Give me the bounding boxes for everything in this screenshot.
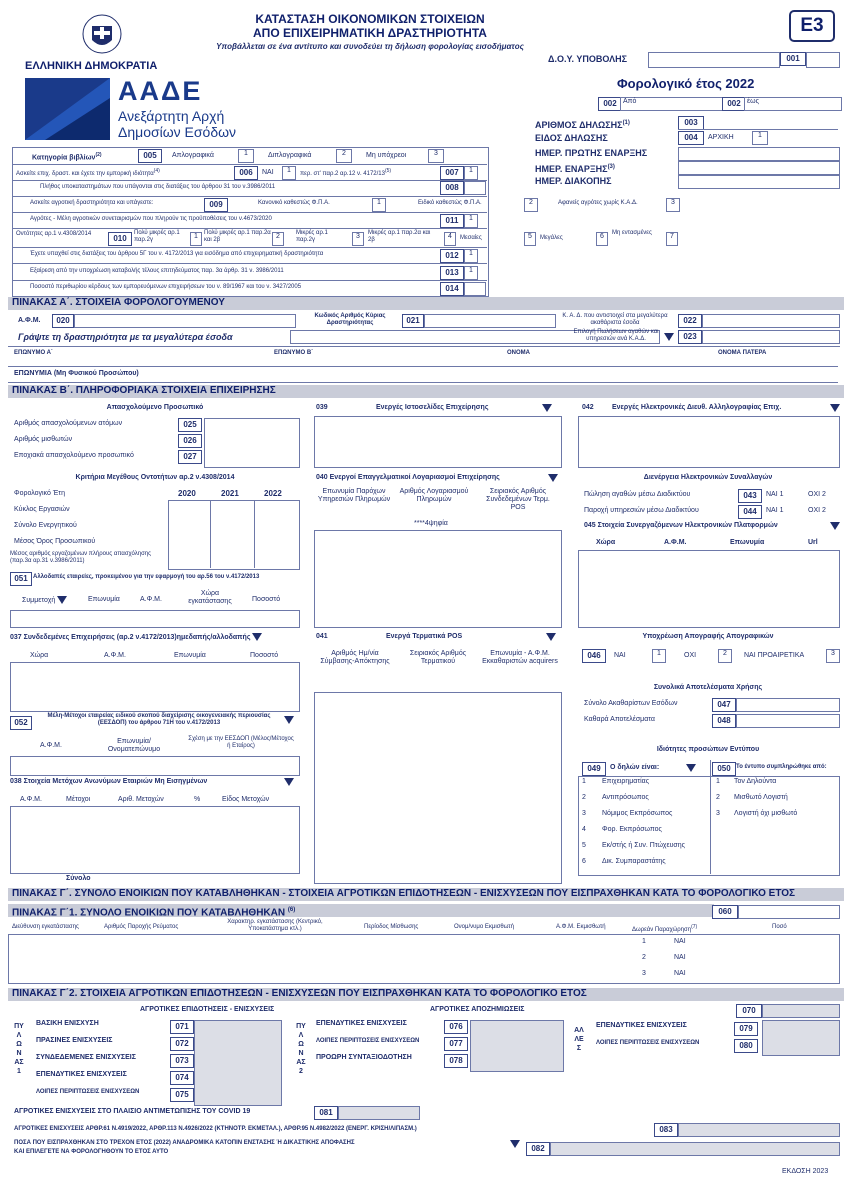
plat-col-country: Χώρα — [596, 539, 616, 546]
doy-label: Δ.Ο.Υ. ΥΠΟΒΟΛΗΣ — [548, 54, 627, 64]
criteria-grid[interactable] — [168, 500, 300, 570]
r051-col-country: Χώρα εγκατάστασης — [188, 590, 232, 605]
inv-opt3[interactable]: ΝΑΙ ΠΡΟΑΙΡΕΤΙΚΑ — [744, 652, 805, 659]
eesdop-col-relation: Σχέση με την ΕΕΣΔΟΠ (Μέλος/Μέτοχος ή Εταίρος) — [188, 736, 294, 749]
pillar1-label: ΠΥΛΩΝΑΣ 1 — [14, 1023, 24, 1075]
code-010: 010 — [108, 232, 132, 246]
inv-opt1[interactable]: ΝΑΙ — [614, 652, 626, 659]
title-line2: ΑΠΟ ΕΠΙΧΕΙΡΗΜΑΤΙΚΗ ΔΡΑΣΤΗΡΙΟΤΗΤΑ — [253, 26, 487, 40]
r008-field[interactable] — [464, 181, 486, 195]
r010-label: Οντότητες αρ.1 ν.4308/2014 — [16, 231, 92, 237]
court-field[interactable] — [550, 1142, 840, 1156]
r010-o3: Μικρές αρ.1 παρ.2γ — [296, 230, 328, 243]
code-012: 012 — [440, 249, 464, 263]
code-005: 005 — [138, 149, 162, 163]
r010-box3[interactable]: 3 — [352, 232, 364, 246]
period-to-field[interactable] — [744, 97, 842, 111]
r012-box[interactable]: 1 — [464, 249, 478, 263]
pos-col-number: Αριθμός Ημ/νία Σύμβασης-Απόκτησης — [320, 650, 390, 665]
emblem — [82, 12, 122, 56]
r009-box1[interactable]: 1 — [372, 198, 386, 212]
linked-col-name: Επωνυμία — [174, 652, 206, 659]
decl-type-value: ΑΡΧΙΚΗ — [708, 134, 734, 141]
code-002-from: 002 — [598, 97, 622, 111]
criteria-heading: Κριτήρια Μεγέθους Οντοτήτων αρ.2 ν.4308/2014 — [75, 474, 235, 481]
other-fields[interactable] — [762, 1020, 840, 1056]
filled-item[interactable]: 1 Τον Δηλούντα — [716, 778, 777, 785]
eesdop-col-afm: Α.Φ.Μ. — [40, 742, 62, 749]
bank-digits: ****4ψηφία — [414, 520, 448, 527]
country-name: ΕΛΛΗΝΙΚΗ ΔΗΜΟΚΡΑΤΙΑ — [25, 60, 158, 72]
c1-rows — [642, 938, 702, 986]
tax-year: Φορολογικό έτος 2022 — [617, 76, 755, 91]
bank-grid[interactable] — [314, 530, 562, 628]
court-dropdown-icon[interactable] — [510, 1140, 520, 1148]
pos-grid[interactable] — [314, 692, 562, 884]
platforms-grid[interactable] — [578, 550, 840, 628]
to-label: έως — [747, 98, 759, 105]
declarant-item[interactable]: 2 Αντιπρόσωπος — [582, 794, 649, 801]
afm-label: Α.Φ.Μ. — [18, 317, 41, 324]
declarant-dropdown-icon[interactable] — [686, 764, 696, 772]
declarant-item[interactable]: 1 Επιχειρηματίας — [582, 778, 650, 785]
c1-col-period: Περίοδος Μίσθωσης — [364, 924, 419, 930]
linked-dropdown-icon[interactable] — [252, 633, 262, 641]
results-heading: Συνολικά Αποτελέσματα Χρήσης — [653, 684, 763, 691]
c1-row[interactable]: 1 ΝΑΙ — [642, 938, 686, 945]
c1-col-address: Διεύθυνση εγκατάστασης — [12, 924, 79, 930]
code-004: 004 — [678, 131, 704, 145]
first-start-field[interactable] — [678, 147, 840, 161]
c1-total-field[interactable] — [738, 905, 840, 919]
decl-no-label: ΑΡΙΘΜΟΣ ΔΗΛΩΣΗΣ$^{(1)}$ — [535, 120, 630, 130]
title-line1: ΚΑΤΑΣΤΑΣΗ ΟΙΚΟΝΟΜΙΚΩΝ ΣΤΟΙΧΕΙΩΝ — [255, 12, 485, 26]
aade-sub1: Ανεξάρτητη Αρχή — [118, 108, 225, 124]
r009-opt3: Αφανείς αγρότες χωρίς Κ.Α.Δ. — [558, 200, 638, 206]
persons-heading: Ιδιότητες προσώπων Εντύπου — [656, 746, 760, 753]
platforms-heading: 045 Στοιχεία Συνεργαζόμενων Ηλεκτρονικών Πλατφορμών — [584, 522, 778, 529]
r009-box2[interactable]: 2 — [524, 198, 538, 212]
fiscal-year-label: Φορολογικό Έτη — [14, 490, 65, 497]
r011-label: Αγρότες - Μέλη αγροτικών συνεταιρισμών που πληρούν τις προϋποθέσεις του ν.4673/2020 — [30, 216, 272, 222]
names-row-field[interactable] — [8, 358, 838, 367]
code-022: 022 — [678, 314, 702, 328]
start-field[interactable] — [678, 161, 840, 175]
bank-heading: 040 Ενεργοί Επαγγελματικοί Λογαριασμοί Επιχείρησης — [316, 474, 500, 481]
code-006: 006 — [234, 166, 258, 180]
linked-heading: 037 Συνδεδεμένες Επιχειρήσεις (αρ.2 ν.4172/2013)ημεδαπής/αλλοδαπής — [10, 633, 262, 642]
c1-col-lessor: Ονομ/νυμο Εκμισθωτή — [454, 924, 515, 930]
sh-col-shares: Αριθ. Μετοχών — [118, 796, 164, 803]
linked-grid[interactable] — [10, 662, 300, 712]
from-label: Από — [623, 98, 637, 105]
code-021: 021 — [402, 314, 424, 328]
name-label: ΟΝΟΜΑ — [507, 350, 530, 356]
books-opt2-box[interactable]: 2 — [336, 149, 352, 163]
results-row-2: Καθαρά Αποτελέσματα — [584, 716, 655, 723]
plat-col-name: Επωνυμία — [730, 539, 765, 546]
books-opt3: Μη υπόχρεοι — [366, 152, 407, 159]
code-083: 083 — [654, 1123, 678, 1137]
eesdop-dropdown-icon[interactable] — [284, 716, 294, 724]
kad-big-field[interactable] — [702, 314, 840, 328]
pos-col-serial: Σειριακός Αριθμός Τερματικού — [409, 650, 467, 665]
r010-o6: Μεγάλες — [540, 235, 563, 241]
email-label: Ενεργές Ηλεκτρονικές Διευθ. Αλληλογραφίας Επιχ. — [612, 404, 782, 411]
code-009: 009 — [204, 198, 228, 212]
platforms-dropdown-icon[interactable] — [830, 522, 840, 530]
r009-opt2: Ειδικό καθεστώς Φ.Π.Α. — [418, 200, 482, 206]
form-code-badge: Ε3 — [789, 10, 835, 42]
company-label: ΕΠΩΝΥΜΙΑ (Μη Φυσικού Προσώπου) — [14, 370, 139, 377]
plat-col-afm: Α.Φ.Μ. — [664, 539, 687, 546]
big-activity-label: Γράψτε τη δραστηριότητα με τα μεγαλύτερα έσοδα — [18, 332, 233, 342]
r006-box[interactable]: 1 — [282, 166, 296, 180]
code-002-to: 002 — [722, 97, 746, 111]
law-label: ΑΓΡΟΤΙΚΕΣ ΕΝΙΣΧΥΣΕΙΣ ΑΡΘΡ.61 Ν.4919/2022, ΑΡΘΡ.113 Ν.4926/2022 (ΚΤΗΝΟΤΡ. ΕΚΜΕΤΑΛ.), ΑΡΘΡ.95 Ν.4982/2022 (ΕΝΕΡΓ. ΚΡΙΣΗ/ΛΙΠΑΣΜ.) — [14, 1126, 417, 1132]
pos-dropdown-icon[interactable] — [546, 633, 556, 641]
code-050: 050 — [712, 762, 736, 776]
r007-box[interactable]: 1 — [464, 166, 478, 180]
aade-sub2: Δημοσίων Εσόδων — [118, 124, 237, 140]
eesdop-col-name: Επωνυμία/ Ονοματεπώνυμο — [107, 738, 161, 753]
p2-list: ΕΠΕΝΔΥΤΙΚΕΣ ΕΝΙΣΧΥΣΕΙΣ 076 ΛΟΙΠΕΣ ΠΕΡΙΠΤΩΣΕΙΣ ΕΝΙΣΧΥΣΕΩΝ 077 ΠΡΟΩΡΗ ΣΥΝΤΑΞΙΟΔΟΤΗΣΗ 078 — [316, 1020, 496, 1071]
results-1-field[interactable] — [736, 698, 840, 712]
code-043: 043 — [738, 489, 762, 503]
pillar2-label: ΠΥΛΩΝΑΣ 2 — [296, 1023, 306, 1075]
year-2022: 2022 — [264, 489, 282, 498]
surname-a-label: ΕΠΩΝΥΜΟ Α΄ — [14, 350, 53, 356]
r051-row[interactable] — [10, 610, 300, 628]
kad-sales-field[interactable] — [702, 330, 840, 344]
declarant-label: Ο δηλών είναι: — [610, 764, 660, 771]
period-from-field[interactable] — [620, 97, 724, 111]
bank-col-provider: Επωνυμία Παρόχων Υπηρεσιών Πληρωμών — [317, 488, 391, 503]
start-label: ΗΜΕΡ. ΕΝΑΡΞΗΣ$^{(3)}$ — [535, 164, 615, 174]
code-051: 051 — [10, 572, 32, 586]
c1-row[interactable]: 2 ΝΑΙ — [642, 954, 686, 961]
code-048: 048 — [712, 714, 736, 728]
r051-col-participation: Συμμετοχή — [22, 596, 67, 605]
c1-grid[interactable] — [8, 934, 840, 984]
shareholders-dropdown-icon[interactable] — [284, 778, 294, 786]
r010-o7: Μη εντασμένες — [612, 230, 652, 236]
r051-label: Αλλοδαπές εταιρείες, προκειμένου για την εφαρμογή του αρ.56 του ν.4172/2013 — [33, 574, 260, 580]
books-opt1: Απλογραφικά — [172, 152, 214, 159]
ecom-1-yes[interactable]: ΝΑΙ 1 — [766, 491, 784, 498]
filled-label: Το έντυπο συμπληρώθηκε από: — [736, 764, 827, 770]
bank-col-account: Αριθμός Λογαριασμού Πληρωμών — [399, 488, 469, 503]
r010-o1: Πολύ μικρές αρ.1 παρ.2γ — [134, 230, 180, 243]
code-003: 003 — [678, 116, 704, 130]
books-opt1-box[interactable]: 1 — [238, 149, 254, 163]
code-007: 007 — [440, 166, 464, 180]
ecom-1-no[interactable]: ΟΧΙ 2 — [808, 491, 826, 498]
r051-col-afm: Α.Φ.Μ. — [140, 596, 162, 603]
r009-opt1: Κανονικό καθεστώς Φ.Π.Α. — [258, 200, 330, 206]
table-c-title: ΠΙΝΑΚΑΣ Γ΄. ΣΥΝΟΛΟ ΕΝΟΙΚΙΩΝ ΠΟΥ ΚΑΤΑΒΛΗΘΗΚΑΝ - ΣΤΟΙΧΕΙΑ ΑΓΡΟΤΙΚΩΝ ΕΠΙΔΟΤΗΣΕΩΝ - ΕΝΙΣΧΥΣΕΩΝ ΠΟΥ ΕΙΣΠΡΑΧΘΗΚΑΝ ΚΑΤΑ ΤΟ ΦΟΡΟΛΟΓΙΚΟ ΕΤΟΣ — [8, 888, 844, 901]
eesdop-grid[interactable] — [10, 756, 300, 776]
code-001: 001 — [780, 52, 806, 66]
company-field[interactable] — [8, 380, 838, 383]
c1-col-lessor-afm: Α.Φ.Μ. Εκμισθωτή — [556, 924, 606, 930]
subtitle: Υποβάλλεται σε ένα αντίτυπο και συνοδεύει τη δήλωση φορολογίας εισοδήματος — [216, 42, 524, 51]
inv-opt2[interactable]: ΟΧΙ — [684, 652, 697, 659]
edition-label: ΕΚΔΟΣΗ 2023 — [782, 1168, 829, 1175]
code-082: 082 — [526, 1142, 550, 1156]
r051-col-percent: Ποσοστό — [252, 596, 281, 603]
comp-field[interactable] — [762, 1004, 840, 1018]
sh-col-percent: % — [194, 796, 201, 803]
kad-sales-label: Επιλογή Πωλήσεων αγαθών και υπηρεσιών ανά Κ.Α.Δ. — [573, 329, 659, 342]
ecom-2-yes[interactable]: ΝΑΙ 1 — [766, 507, 784, 514]
r010-o5: Μεσαίες — [460, 235, 482, 241]
kad-sales-dropdown-icon[interactable] — [664, 333, 674, 341]
r008-label: Πλήθος υποκαταστημάτων που υπάγονται στις διατάξεις του άρθρου 31 του ν.3986/2011 — [40, 184, 276, 190]
decl-no-line — [678, 129, 838, 130]
father-label: ΟΝΟΜΑ ΠΑΤΕΡΑ — [718, 350, 767, 356]
sh-col-afm: Α.Φ.Μ. — [20, 796, 42, 803]
r010-box2[interactable]: 2 — [272, 232, 284, 246]
code-047: 047 — [712, 698, 736, 712]
p2-fields[interactable] — [470, 1020, 564, 1072]
books-opt3-box[interactable]: 3 — [428, 149, 444, 163]
court-line1: ΠΟΣΑ ΠΟΥ ΕΙΣΠΡΑΧΘΗΚΑΝ ΣΤΟ ΤΡΕΧΟΝ ΕΤΟΣ (2022) ΑΝΑΔΡΟΜΙΚΑ ΚΑΤΟΠΙΝ ΕΝΣΤΑΣΗΣ Ή ΔΙΚΑΣΤΙΚΗΣ ΑΠΟΦΑΣΗΣ — [14, 1140, 355, 1146]
afm-field[interactable] — [74, 314, 296, 328]
r010-o2: Πολύ μικρές αρ.1 παρ.2α και 2β — [204, 230, 271, 243]
crit-row-4: Μέσος αριθμός εργαζομένων πλήρους απασχόλησης (παρ.3α αρ.31 ν.3986/2011) — [10, 551, 152, 564]
compensations-heading: ΑΓΡΟΤΙΚΕΣ ΑΠΟΖΗΜΙΩΣΕΙΣ — [430, 1006, 525, 1013]
code-046: 046 — [582, 649, 606, 663]
table-c2-title: ΠΙΝΑΚΑΣ Γ΄2. ΣΤΟΙΧΕΙΑ ΑΓΡΟΤΙΚΩΝ ΕΠΙΔΟΤΗΣΕΩΝ - ΕΝΙΣΧΥΣΕΩΝ ΠΟΥ ΕΙΣΠΡΑΧΘΗΚΑΝ ΚΑΤΑ ΤΟ ΦΟΡΟΛΟΓΙΚΟ ΕΤΟΣ — [8, 988, 844, 1001]
r006-val: ΝΑΙ — [262, 169, 274, 176]
ecom-heading: Διενέργεια Ηλεκτρονικών Συναλλαγών — [643, 474, 773, 481]
covid-field[interactable] — [338, 1106, 420, 1120]
code-023: 023 — [678, 330, 702, 344]
table-c1-title: ΠΙΝΑΚΑΣ Γ΄1. ΣΥΝΟΛΟ ΕΝΟΙΚΙΩΝ ΠΟΥ ΚΑΤΑΒΛΗΘΗΚΑΝ $^{(6)}$ — [8, 904, 714, 917]
r006-label: Ασκείτε επιχ. δραστ. και έχετε την εμπορική ιδιότητα$^{(4)}$ — [16, 168, 160, 177]
surname-b-label: ΕΠΩΝΥΜΟ Β΄ — [274, 350, 314, 356]
r051-col-name: Επωνυμία — [88, 596, 120, 603]
r010-box6[interactable]: 6 — [596, 232, 608, 246]
r011-box[interactable]: 1 — [464, 214, 478, 228]
subsidies-heading: ΑΓΡΟΤΙΚΕΣ ΕΠΙΔΟΤΗΣΕΙΣ - ΕΝΙΣΧΥΣΕΙΣ — [140, 1006, 275, 1013]
inventory-heading: Υποχρέωση Απογραφής Απογραφικών — [642, 633, 774, 640]
inv-box1[interactable]: 1 — [652, 649, 666, 663]
sh-col-type: Είδος Μετοχών — [222, 796, 270, 803]
code-070: 070 — [736, 1004, 762, 1018]
crit-row-2: Σύνολο Ενεργητικού — [14, 522, 77, 529]
inv-box2[interactable]: 2 — [718, 649, 732, 663]
c1-col-amount: Ποσό — [772, 924, 787, 930]
covid-label: ΑΓΡΟΤΙΚΕΣ ΕΝΙΣΧΥΣΕΙΣ ΣΤΟ ΠΛΑΙΣΙΟ ΑΝΤΙΜΕΤΩΠΙΣΗΣ ΤΟΥ COVID 19 — [14, 1108, 251, 1115]
aade-name: ΑΑΔΕ — [118, 76, 203, 106]
ecom-row-1: Πώληση αγαθών μέσω Διαδικτύου — [584, 491, 691, 498]
linked-col-country: Χώρα — [30, 652, 49, 659]
p1-fields[interactable] — [194, 1020, 282, 1106]
other-list: ΕΠΕΝΔΥΤΙΚΕΣ ΕΝΙΣΧΥΣΕΙΣ 079 ΛΟΙΠΕΣ ΠΕΡΙΠΤΩΣΕΙΣ ΕΝΙΣΧΥΣΕΩΝ 080 — [596, 1022, 766, 1056]
r013-box[interactable]: 1 — [464, 266, 478, 280]
code-060: 060 — [712, 905, 738, 919]
web-dropdown-icon[interactable] — [542, 404, 552, 412]
stop-field[interactable] — [678, 175, 840, 189]
pos-col-acquirer: Επωνυμία - Α.Φ.Μ. Εκκαθαριστών acquirers — [482, 650, 558, 665]
r012-label: Έχετε υπαχθεί στις διατάξεις του άρθρου 5Γ του ν. 4172/2013 για εισόδημα από επιχειρηματική δραστηριότητα — [30, 251, 324, 257]
c1-row[interactable]: 3 ΝΑΙ — [642, 970, 686, 977]
books-opt2: Διπλογραφικά — [268, 152, 312, 159]
web-grid[interactable] — [314, 416, 562, 468]
filled-item[interactable]: 3 Λογιστή όχι μισθωτό — [716, 810, 798, 817]
email-grid[interactable] — [578, 416, 840, 468]
r010-o4: Μικρές αρ.1 παρ.2α και 2β — [368, 230, 431, 243]
declarant-item[interactable]: 3 Νόμιμος Εκπρόσωπος — [582, 810, 673, 817]
stop-label: ΗΜΕΡ. ΔΙΑΚΟΠΗΣ — [535, 176, 612, 186]
code-044: 044 — [738, 505, 762, 519]
results-row-1: Σύνολο Ακαθαρίστων Εσόδων — [584, 700, 678, 707]
results-2-field[interactable] — [736, 714, 840, 728]
kad-big-label: Κ. Α. Δ. που αντιστοιχεί στα μεγαλύτερα ακαθάριστα έσοδα — [562, 313, 668, 326]
code-020: 020 — [52, 314, 74, 328]
linked-col-afm: Α.Φ.Μ. — [104, 652, 126, 659]
inv-box3[interactable]: 3 — [826, 649, 840, 663]
email-heading: 042 — [582, 404, 594, 411]
web-label: Ενεργές Ιστοσελίδες Επιχείρησης — [376, 404, 489, 411]
code-049: 049 — [582, 762, 606, 776]
aade-logo-block — [25, 78, 110, 140]
r014-field[interactable] — [464, 282, 486, 296]
bank-col-pos: Σειριακός Αριθμός Συνδεδεμένων Τερμ. POS — [486, 488, 550, 511]
table-b-title: ΠΙΝΑΚΑΣ Β΄. ΠΛΗΡΟΦΟΡΙΑΚΑ ΣΤΟΙΧΕΙΑ ΕΠΙΧΕΙΡΗΣΗΣ — [8, 385, 844, 398]
pos-heading: 041 — [316, 633, 328, 640]
bank-dropdown-icon[interactable] — [548, 474, 558, 482]
linked-col-percent: Ποσοστό — [250, 652, 279, 659]
r010-box7[interactable]: 7 — [666, 232, 678, 246]
shareholders-grid[interactable] — [10, 806, 300, 874]
declarant-item[interactable]: 5 Εκ/στής ή Συν. Πτώχευσης — [582, 842, 686, 849]
year-2020: 2020 — [178, 489, 196, 498]
ecom-row-2: Παροχή υπηρεσιών μέσω Διαδικτύου — [584, 507, 699, 514]
c1-col-type: Χαρακτηρ. εγκατάστασης (Κεντρικό, Υποκατάστημα κτλ.) — [227, 919, 323, 932]
declarant-item[interactable]: 4 Φορ. Εκπρόσωπος — [582, 826, 662, 833]
staff-fields[interactable] — [204, 418, 300, 468]
year-2021: 2021 — [221, 489, 239, 498]
kad-field[interactable] — [424, 314, 556, 328]
p1-list: ΒΑΣΙΚΗ ΕΝΙΣΧΥΣΗ 071 ΠΡΑΣΙΝΕΣ ΕΝΙΣΧΥΣΕΙΣ 072 ΣΥΝΔΕΔΕΜΕΝΕΣ ΕΝΙΣΧΥΣΕΙΣ 073 ΕΠΕΝΔΥΤΙΚΕΣ ΕΝΙΣΧΥΣΕΙΣ 074 ΛΟΙΠΕΣ ΠΕΡΙΠΤΩΣΕΙΣ ΕΝΙΣΧΥΣΕΩΝ 075 — [36, 1020, 216, 1105]
code-052: 052 — [10, 716, 32, 730]
ecom-2-no[interactable]: ΟΧΙ 2 — [808, 507, 826, 514]
code-013: 013 — [440, 266, 464, 280]
shareholders-heading: 038 Στοιχεία Μετόχων Ανωνύμων Εταιριών Μη Εισηγμένων — [10, 778, 208, 785]
other-label: ΑΛΛΕΣ — [574, 1027, 584, 1052]
code-081: 081 — [314, 1106, 338, 1120]
law-field[interactable] — [678, 1123, 840, 1137]
r009-label: Ασκείτε αγροτική δραστηριότητα και υπάγεστε: — [30, 200, 154, 206]
shareholders-total: Σύνολο — [66, 875, 91, 882]
email-dropdown-icon[interactable] — [830, 404, 840, 412]
first-start-label: ΗΜΕΡ. ΠΡΩΤΗΣ ΕΝΑΡΞΗΣ — [535, 148, 648, 158]
pos-label: Ενεργά Τερματικά POS — [386, 633, 463, 640]
r014-label: Ποσοστό περιθωρίου κέρδους των εμπορευόμενων επιχειρήσεων του ν. 89/1967 και του ν. 3427/2005 — [30, 284, 302, 290]
crit-row-1: Κύκλος Εργασιών — [14, 506, 70, 513]
r010-box4[interactable]: 4 — [444, 232, 456, 246]
staff-heading: Απασχολούμενο Προσωπικό — [106, 404, 204, 411]
books-label: Κατηγορία βιβλίων$^{(2)}$ — [32, 152, 102, 162]
web-heading: 039 — [316, 404, 328, 411]
sh-col-holders: Μέτοχοι — [66, 796, 91, 803]
staff-rows: Αριθμός απασχολούμενων ατόμων 025 Αριθμός μισθωτών 026 Εποχιακά απασχολούμενο προσωπικό 027 — [10, 416, 210, 464]
crit-row-3: Μέσος Όρος Προσωπικού — [14, 538, 96, 545]
plat-col-url: Url — [808, 539, 818, 546]
code-011: 011 — [440, 214, 464, 228]
c1-col-free: Δωρεάν Παραχώρηση$^{(7)}$ — [632, 924, 698, 933]
table-a-title: ΠΙΝΑΚΑΣ Α΄. ΣΤΟΙΧΕΙΑ ΦΟΡΟΛΟΓΟΥΜΕΝΟΥ — [8, 297, 844, 310]
court-line2: ΚΑΙ ΕΠΙΛΕΓΕΤΕ ΝΑ ΦΟΡΟΛΟΓΗΘΟΥΝ ΤΟ ΕΤΟΣ ΑΥΤΟ — [14, 1149, 169, 1155]
decl-type-checkbox[interactable]: 1 — [752, 131, 768, 145]
persons-grid — [578, 776, 840, 876]
r010-box1[interactable]: 1 — [190, 232, 202, 246]
eesdop-label: Μέλη-Μέτοχοι εταιρείας ειδικού σκοπού διαχείρισης οικογενειακής περιουσίας (ΕΕΣΔΟΠ) του άρθρου 71Η του ν.4172/2013 — [47, 713, 271, 726]
decl-type-label: ΕΙΔΟΣ ΔΗΛΩΣΗΣ — [535, 133, 608, 143]
filled-item[interactable]: 2 Μισθωτό Λογιστή — [716, 794, 788, 801]
doy-field[interactable] — [648, 52, 780, 68]
r007-label: περ. στ' παρ.2 αρ.12 ν. 4172/13$^{(5)}$ — [300, 168, 392, 177]
c1-col-meter: Αριθμός Παροχής Ρεύματος — [104, 924, 179, 930]
code-014: 014 — [440, 282, 464, 296]
declarant-item[interactable]: 6 Δικ. Συμπαραστάτης — [582, 858, 666, 865]
r010-box5[interactable]: 5 — [524, 232, 536, 246]
r009-box3[interactable]: 3 — [666, 198, 680, 212]
participation-dropdown-icon[interactable] — [57, 596, 67, 604]
kad-label: Κωδικός Αριθμός Κύριας Δραστηριότητας — [314, 313, 386, 326]
code-008: 008 — [440, 181, 464, 195]
doy-extra[interactable] — [806, 52, 840, 68]
r013-label: Εξαίρεση από την υποχρέωση καταβολής τέλους επιτηδεύματος παρ. 3α άρθρ. 31 ν. 3986/2011 — [30, 268, 284, 274]
